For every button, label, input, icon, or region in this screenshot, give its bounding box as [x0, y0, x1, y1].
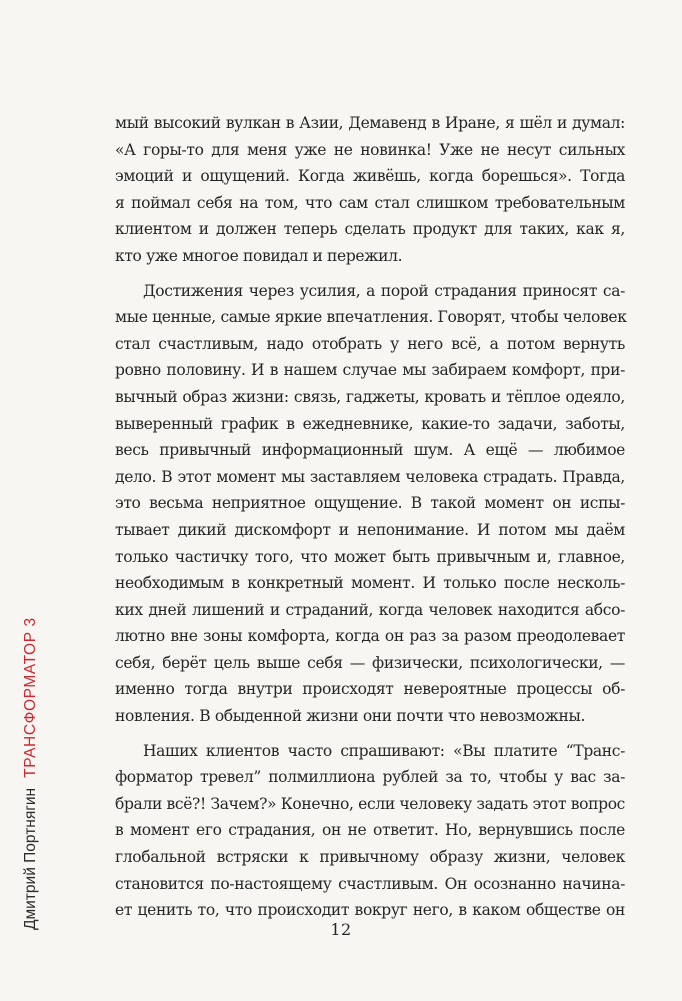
running-head	[22, 617, 40, 930]
text-line: форматор тревел” полмиллиона рублей за то, чтобы у вас за-	[115, 768, 625, 787]
text-line: весь привычный информационный шум. А ещё — любимое	[115, 441, 625, 460]
text-line: стал счастливым, надо отобрать у него всё, а потом вернуть	[115, 334, 625, 353]
text-line: новления. В обыденной жизни они почти что невозможны.	[115, 707, 586, 726]
text-line: выверенный график в ежедневнике, какие-то задачи, заботы,	[115, 414, 625, 433]
paragraph	[115, 738, 625, 924]
text-line: только частичку того, что может быть привычным и, главное,	[115, 547, 625, 566]
text-line: тывает дикий дискомфорт и непонимание. И потом мы даём	[115, 520, 625, 539]
text-line: брали всё?! Зачем?» Конечно, если человеку задать этот вопрос	[115, 794, 626, 813]
text-line: в момент его страдания, он не ответит. Но, вернувшись после	[115, 821, 625, 840]
paragraph	[115, 110, 625, 270]
author-name: Дмитрий Портнягин	[22, 787, 39, 930]
book-title: ТРАНСФОРМАТОР 3	[22, 617, 39, 778]
text-line: мый высокий вулкан в Азии, Демавенд в Иране, я шёл и думал:	[115, 114, 625, 132]
text-line: я поймал себя на том, что сам стал слишком требовательным	[115, 193, 625, 212]
text-line: ких дней лишений и страданий, когда человек находится абсо-	[115, 600, 625, 619]
text-line: клиентом и должен теперь сделать продукт для таких, как я,	[115, 220, 625, 239]
text-line: вычный образ жизни: связь, гаджеты, кровать и тёплое одеяло,	[115, 387, 625, 406]
text-line: эмоций и ощущений. Когда живёшь, когда борешься». Тогда	[115, 167, 625, 186]
text-line: именно тогда внутри происходят невероятные процессы об-	[115, 680, 625, 699]
text-line: ровно половину. И в нашем случае мы забираем комфорт, при-	[115, 361, 625, 380]
text-line: Наших клиентов часто спрашивают: «Вы платите “Транс-	[143, 741, 625, 760]
text-line: себя, берёт цель выше себя — физически, психологически, —	[115, 653, 625, 672]
text-line: становится по-настоящему счастливым. Он осознанно начина-	[115, 874, 625, 893]
text-line: лютно вне зоны комфорта, когда он раз за разом преодолевает	[115, 627, 625, 646]
text-line: Достижения через усилия, а порой страдания приносят са-	[143, 281, 625, 300]
text-line: мые ценные, самые яркие впечатления. Говорят, чтобы человек	[115, 308, 627, 327]
text-line: дело. В этот момент мы заставляем человека страдать. Правда,	[115, 467, 625, 486]
text-line: необходимым в конкретный момент. И только после несколь-	[115, 574, 625, 593]
text-line: ет ценить то, что происходит вокруг него, в каком обществе он	[115, 901, 625, 920]
paragraph	[115, 278, 625, 730]
body-text	[115, 110, 625, 924]
text-line: кто уже многое повидал и пережил.	[115, 246, 403, 265]
page-number: 12	[330, 920, 352, 939]
text-line: глобальной встряски к привычному образу жизни, человек	[115, 848, 625, 867]
text-line: «А горы-то для меня уже не новинка! Уже не несут сильных	[115, 140, 625, 159]
text-line: это весьма неприятное ощущение. В такой момент он испы-	[115, 494, 625, 513]
